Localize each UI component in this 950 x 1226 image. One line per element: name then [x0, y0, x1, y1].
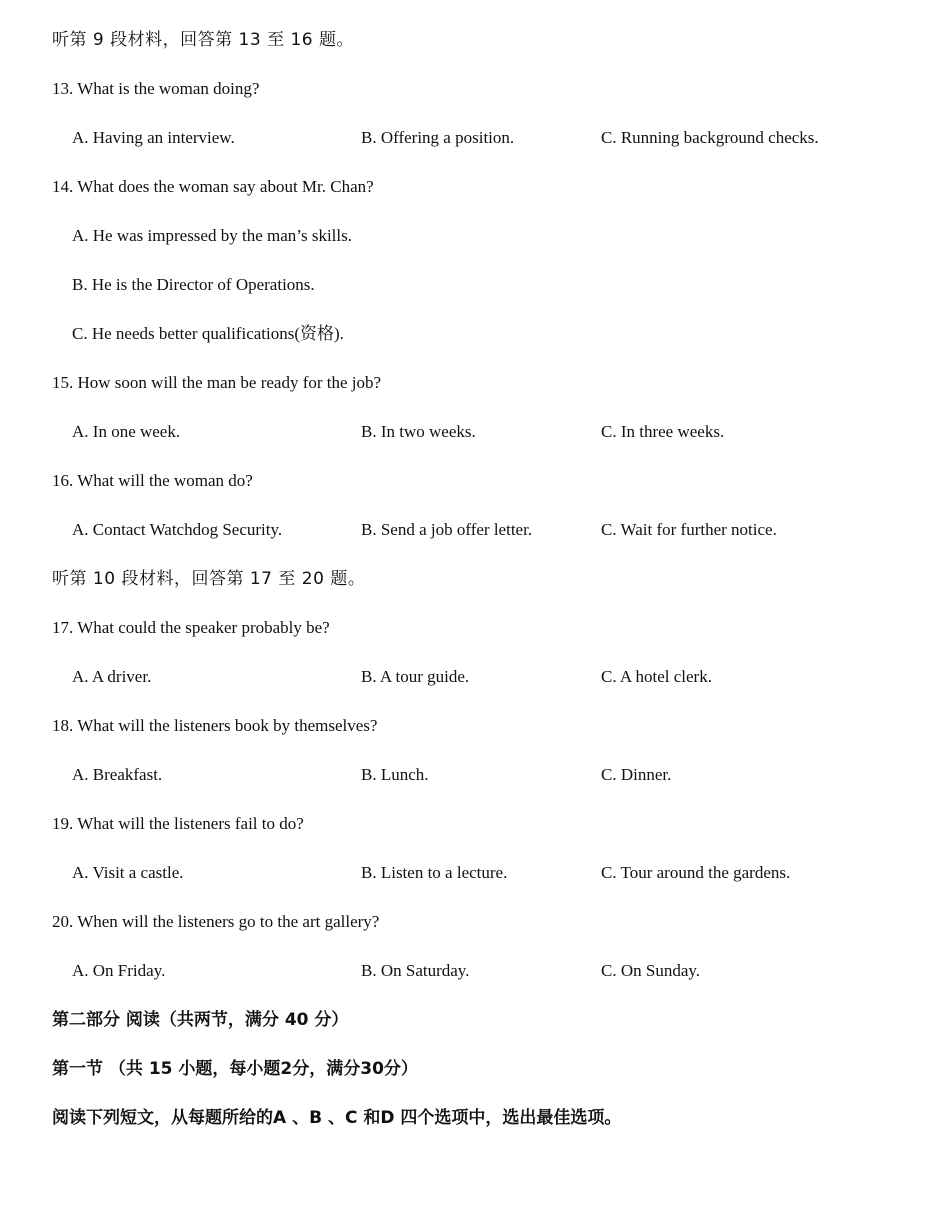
option-b: B. Offering a position. [361, 128, 515, 147]
option-row [72, 764, 932, 786]
option-a: A. On Friday. [72, 961, 166, 980]
option-a: A. In one week. [72, 422, 181, 441]
part-two-heading: 第二部分 阅读（共两节，满分 40 分） [52, 1010, 349, 1030]
option-c: C. On Sunday. [601, 961, 701, 980]
option-row [72, 127, 932, 149]
option-b: B. A tour guide. [361, 667, 470, 686]
section-heading-9: 听第 9 段材料，回答第 13 至 16 题。 [52, 30, 355, 50]
option-c: C. A hotel clerk. [601, 667, 712, 686]
reading-instructions: 阅读下列短文，从每题所给的A 、B 、C 和D 四个选项中，选出最佳选项。 [52, 1108, 622, 1128]
option-c: C. Dinner. [601, 765, 672, 784]
option-b: B. Listen to a lecture. [361, 863, 508, 882]
question-stem: 20. When will the listeners go to the art gallery? [52, 912, 380, 931]
option-c: C. Tour around the gardens. [601, 863, 791, 882]
option-a: A. Visit a castle. [72, 863, 184, 882]
question-stem: 16. What will the woman do? [52, 471, 253, 490]
option-a: A. A driver. [72, 667, 152, 686]
option-b: B. Lunch. [361, 765, 429, 784]
question-stem: 17. What could the speaker probably be? [52, 618, 330, 637]
option-row [72, 960, 932, 982]
option-b: B. Send a job offer letter. [361, 520, 533, 539]
question-stem: 19. What will the listeners fail to do? [52, 814, 304, 833]
option-row [72, 666, 932, 688]
section-heading-10: 听第 10 段材料，回答第 17 至 20 题。 [52, 569, 366, 589]
section-one-heading: 第一节 （共 15 小题，每小题2分，满分30分） [52, 1059, 418, 1079]
question-stem: 13. What is the woman doing? [52, 79, 260, 98]
option-row [72, 519, 932, 541]
option-b: B. He is the Director of Operations. [72, 275, 315, 294]
option-row [72, 421, 932, 443]
option-a: A. Having an interview. [72, 128, 235, 147]
option-a: A. Breakfast. [72, 765, 163, 784]
option-c: C. He needs better qualifications(资格). [72, 324, 344, 343]
question-stem: 15. How soon will the man be ready for the job? [52, 373, 382, 392]
option-a: A. He was impressed by the man’s skills. [72, 226, 352, 245]
option-c: C. Running background checks. [601, 128, 819, 147]
option-a: A. Contact Watchdog Security. [72, 520, 283, 539]
option-c: C. Wait for further notice. [601, 520, 777, 539]
option-row [72, 862, 932, 884]
question-stem: 18. What will the listeners book by themselves? [52, 716, 378, 735]
option-c: C. In three weeks. [601, 422, 725, 441]
option-b: B. On Saturday. [361, 961, 470, 980]
option-b: B. In two weeks. [361, 422, 476, 441]
question-stem: 14. What does the woman say about Mr. Chan? [52, 177, 374, 196]
